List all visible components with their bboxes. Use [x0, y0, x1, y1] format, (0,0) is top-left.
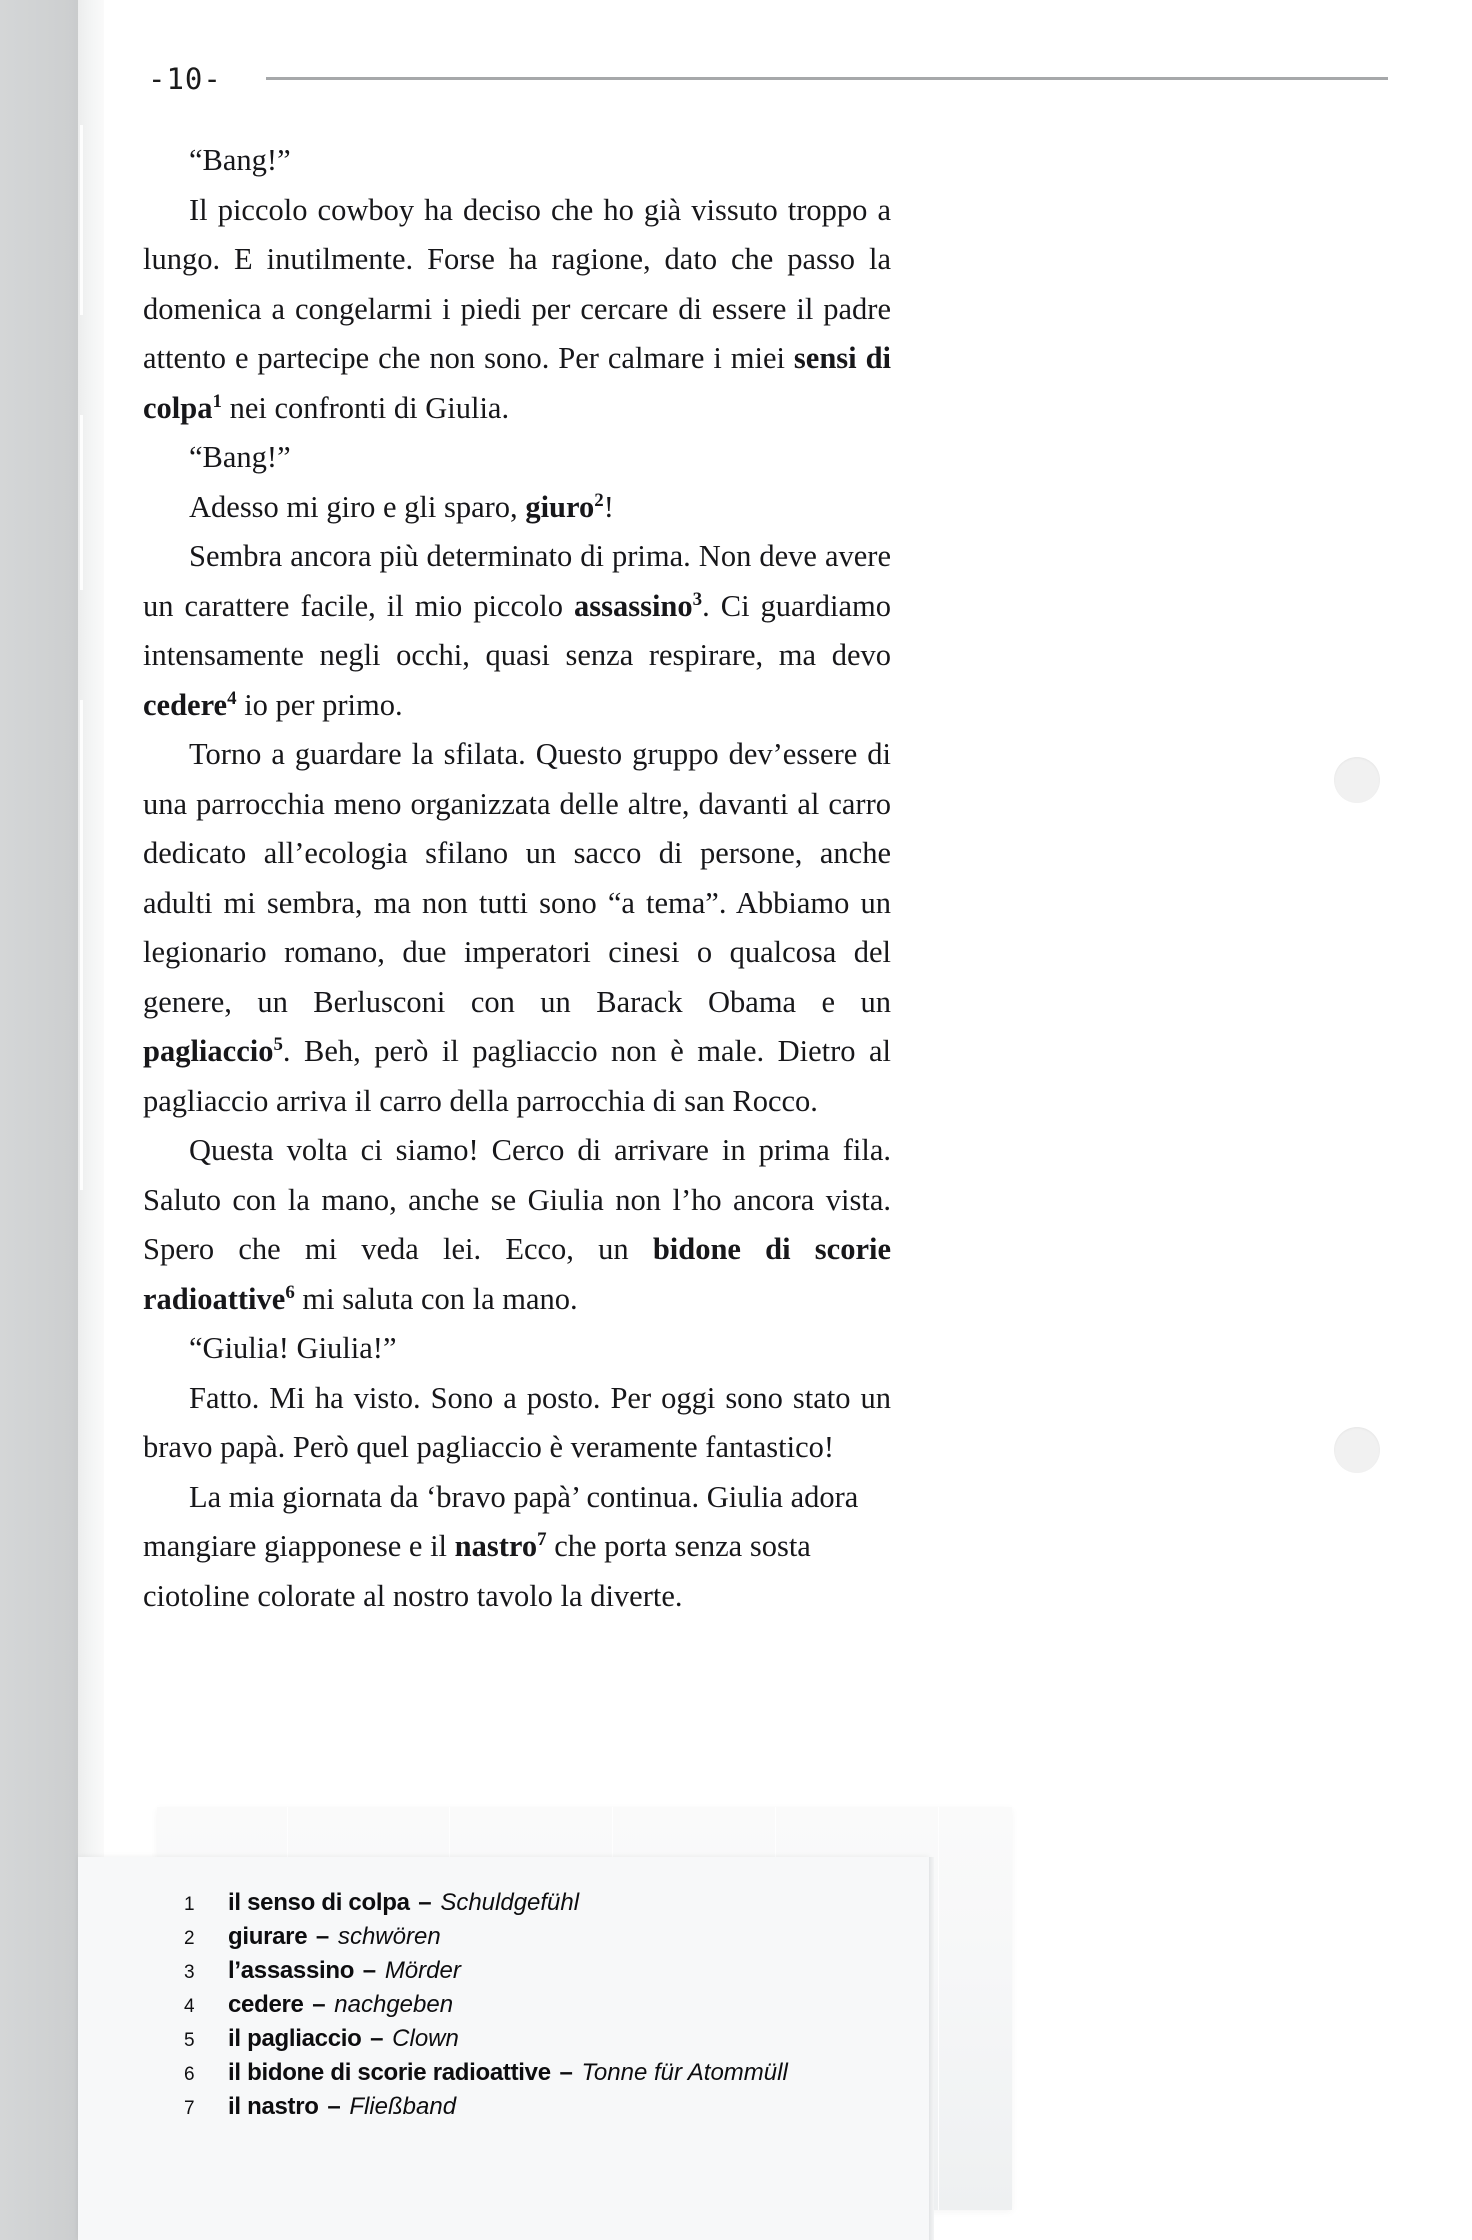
footnote-german-gloss: Tonne für Atommüll [581, 2059, 788, 2086]
footnote-separator: – [363, 2025, 391, 2052]
header-rule [266, 77, 1388, 80]
body-text-run: ! [603, 489, 614, 524]
body-text-run: Il piccolo cowboy ha deciso che ho già vissuto troppo a lungo. E inutilmente. Forse ha ragione, dato che passo la domenica a congelarmi i piedi per cercare di essere il padre attento e partecipe che non sono. Per calmare i miei [143, 192, 891, 375]
footnote-row [184, 1988, 904, 2022]
footnote-german-gloss: schwören [337, 1923, 441, 1950]
footnote-separator: – [356, 1957, 383, 1984]
footnote-entry [228, 2090, 456, 2124]
footnote-number: 6 [184, 2064, 195, 2085]
body-text-run: “Bang!” [189, 440, 291, 474]
footnote-entry [228, 1988, 453, 2022]
footnote-german-gloss: nachgeben [334, 1991, 454, 2018]
footnote-italian-term: il senso di colpa [228, 1889, 410, 1916]
footnote-reference: 5 [273, 1033, 283, 1055]
body-paragraph [143, 136, 891, 186]
body-paragraph [143, 1473, 891, 1622]
footnote-row [184, 1886, 904, 1920]
footnote-italian-term: cedere [228, 1991, 304, 2018]
footnote-german-gloss: Mörder [384, 1957, 461, 1984]
footnote-italian-term: giurare [228, 1923, 308, 1950]
body-paragraph [143, 1324, 891, 1374]
footnote-reference: 1 [212, 390, 222, 412]
footnote-entry [228, 2022, 459, 2056]
body-paragraph [143, 1126, 891, 1324]
footnote-entry [228, 1886, 579, 1920]
footnote-reference: 6 [285, 1281, 295, 1303]
footnote-entry [228, 2056, 788, 2090]
footnote-reference: 3 [692, 588, 703, 610]
footnote-reference: 2 [594, 489, 604, 511]
footnote-list [184, 1886, 904, 2124]
footnote-row [184, 2090, 904, 2124]
glossary-term: cedere [143, 687, 228, 722]
page-edge-nick [80, 415, 83, 590]
body-text-run: Sembra ancora più determinato di prima. Non deve avere un carattere facile, il mio piccolo [143, 539, 891, 623]
footnote-reference: 4 [227, 687, 237, 709]
footnote-entry [228, 1920, 441, 1954]
body-paragraph [143, 532, 891, 730]
footnote-number: 3 [184, 1962, 195, 1983]
footnote-number: 7 [184, 2098, 195, 2119]
body-text-run: . Ci guardiamo intensamente negli occhi, quasi senza respirare, ma devo [143, 588, 891, 672]
body-text-run: . Beh, però il pagliaccio non è male. Dietro al pagliaccio arriva il carro della parrocchia di san Rocco. [143, 1034, 891, 1118]
footnote-card-edge [929, 1857, 934, 2240]
footnote-row [184, 2022, 904, 2056]
footnote-number: 2 [184, 1928, 195, 1949]
body-text-column [143, 136, 891, 1621]
body-text-run: Adesso mi giro e gli sparo, [189, 489, 526, 524]
body-paragraph [143, 433, 891, 483]
body-paragraph [143, 186, 891, 434]
footnote-row [184, 2056, 904, 2090]
footnote-german-gloss: Clown [392, 2025, 459, 2052]
page-number: -10- [148, 61, 222, 96]
footnote-italian-term: il nastro [228, 2093, 319, 2120]
footnote-row [184, 1920, 904, 1954]
book-gutter-shadow [0, 0, 78, 2240]
footnote-number: 5 [184, 2030, 195, 2051]
body-text-run: “Giulia! Giulia!” [189, 1331, 397, 1365]
glossary-term: bidone di scorie radioattive [143, 1232, 891, 1316]
body-text-run: “Bang!” [189, 143, 291, 177]
body-text-run: La mia giornata da ‘bravo papà’ continua. Giulia adora mangiare giapponese e il [143, 1479, 859, 1563]
footnote-german-gloss: Schuldgefühl [440, 1889, 580, 1916]
footnote-german-gloss: Fließband [349, 2093, 457, 2120]
glossary-term: pagliaccio [143, 1034, 274, 1068]
body-paragraph [143, 730, 891, 1126]
footnote-italian-term: il bidone di scorie radioattive [228, 2059, 551, 2086]
body-text-run: mi saluta con la mano. [294, 1281, 578, 1316]
footnote-number: 1 [184, 1894, 195, 1915]
glossary-term: giuro [525, 489, 595, 524]
footnote-separator: – [305, 1991, 333, 2018]
footnote-italian-term: l’assassino [228, 1957, 355, 1984]
footnote-separator: – [309, 1923, 336, 1950]
body-text-run: che porta senza sosta ciotoline colorate al nostro tavolo la diverte. [143, 1529, 811, 1613]
page-sheet [104, 0, 1472, 2240]
footnote-card-fold [938, 1807, 939, 2210]
body-text-run: Fatto. Mi ha visto. Sono a posto. Per oggi sono stato un bravo papà. Però quel pagliaccio è veramente fantastico! [143, 1380, 891, 1464]
margin-dot-icon [1334, 757, 1380, 803]
body-paragraph [143, 483, 891, 533]
footnote-number: 4 [184, 1996, 195, 2017]
glossary-term: nastro [454, 1529, 538, 1563]
footnote-separator: – [320, 2093, 348, 2120]
body-paragraph [143, 1374, 891, 1473]
footnote-italian-term: il pagliaccio [228, 2025, 362, 2052]
page-edge-nick [80, 700, 83, 1190]
margin-dot-icon [1334, 1427, 1380, 1473]
body-text-run: Torno a guardare la sfilata. Questo gruppo dev’essere di una parrocchia meno organizzata delle altre, davanti al carro dedicato all’ecologia sfilano un sacco di persone, anche adulti mi sembra, ma non tutti sono “a tema”. Abbiamo un legionario romano, due imperatori cinesi o qualcosa del genere, un Berlusconi con un Barack Obama e un [143, 737, 891, 1019]
body-text-run: io per primo. [236, 687, 403, 722]
footnote-entry [228, 1954, 461, 1988]
page-edge-nick [80, 125, 83, 315]
glossary-term: sensi di colpa [143, 341, 892, 425]
footnote-row [184, 1954, 904, 1988]
footnote-reference: 7 [537, 1528, 547, 1550]
footnote-separator: – [411, 1889, 439, 1916]
glossary-term: assassino [573, 588, 693, 623]
footnote-separator: – [552, 2059, 580, 2086]
running-head [148, 52, 1388, 104]
body-text-run: nei confronti di Giulia. [221, 390, 510, 425]
body-text-run: Questa volta ci siamo! Cerco di arrivare in prima fila. Saluto con la mano, anche se Giulia non l’ho ancora vista. Spero che mi veda lei. Ecco, un [143, 1133, 891, 1266]
